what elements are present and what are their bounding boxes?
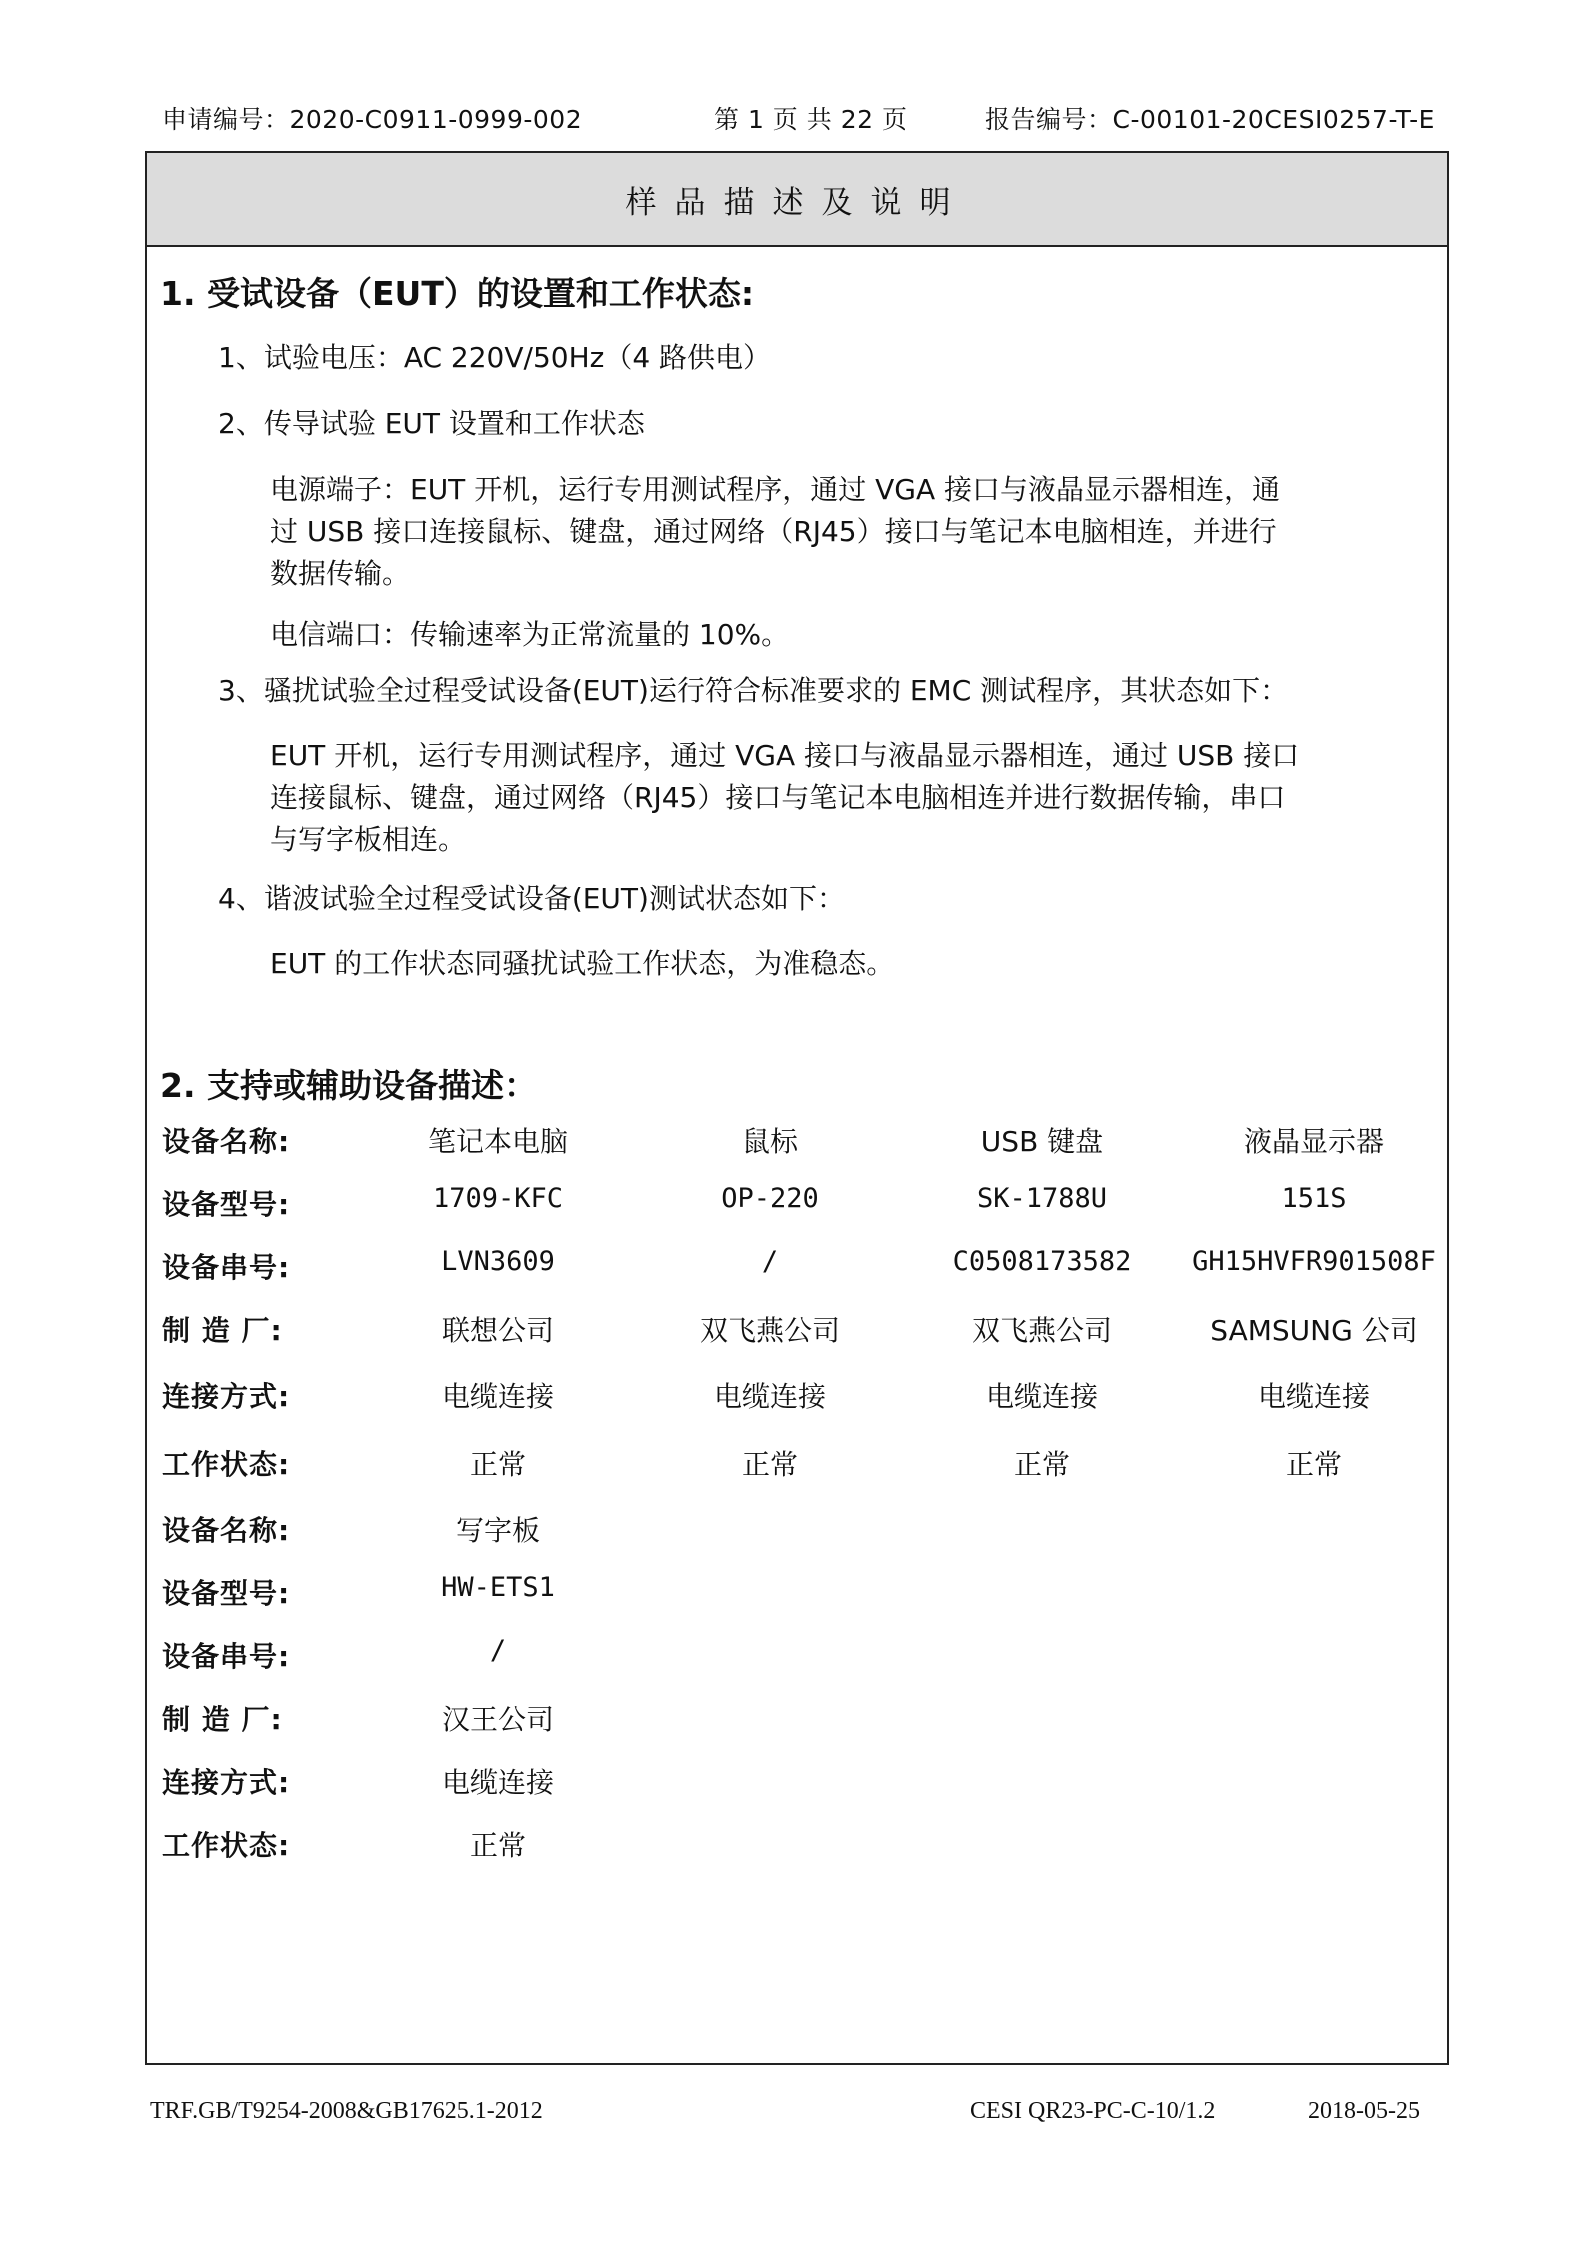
item-3-disturbance: 3、骚扰试验全过程受试设备(EUT)运行符合标准要求的 EMC 测试程序，其状态如下： xyxy=(218,674,1289,707)
section-1-heading: 1. 受试设备（EUT）的设置和工作状态: xyxy=(160,274,755,313)
g2-connection: 电缆连接 xyxy=(441,1766,554,1799)
g2-model: HW-ETS1 xyxy=(441,1572,555,1603)
item-4-text: EUT 的工作状态同骚扰试验工作状态，为准稳态。 xyxy=(270,947,895,980)
g1-serial-2: / xyxy=(761,1246,779,1277)
power-port-line-1: 电源端子：EUT 开机，运行专用测试程序，通过 VGA 接口与液晶显示器相连，通 xyxy=(270,473,1280,506)
label-connection: 连接方式: xyxy=(162,1380,291,1413)
g1-model-1: 1709-KFC xyxy=(432,1183,564,1214)
item-3-line-3: 与写字板相连。 xyxy=(270,823,467,856)
label-status: 工作状态: xyxy=(162,1448,291,1481)
label-device-model-2: 设备型号: xyxy=(162,1577,291,1610)
g1-model-2: OP-220 xyxy=(721,1183,819,1214)
label-device-serial: 设备串号: xyxy=(162,1251,291,1284)
item-3-line-1: EUT 开机，运行专用测试程序，通过 VGA 接口与液晶显示器相连，通过 USB 接口 xyxy=(270,739,1300,772)
g1-connection-2: 电缆连接 xyxy=(713,1380,826,1413)
g2-status: 正常 xyxy=(469,1829,526,1862)
page-title: 样品描述及说明 xyxy=(147,153,1447,247)
footer-date: 2018-05-25 xyxy=(1308,2098,1420,2124)
g1-connection-3: 电缆连接 xyxy=(985,1380,1098,1413)
g1-model-4: 151S xyxy=(1281,1183,1347,1214)
g1-connection-4: 电缆连接 xyxy=(1257,1380,1370,1413)
g1-serial-4: GH15HVFR901508F xyxy=(1192,1246,1436,1277)
label-device-name-2: 设备名称: xyxy=(162,1514,291,1547)
footer-standard: TRF.GB/T9254-2008&GB17625.1-2012 xyxy=(150,2098,543,2124)
g1-name-4: 液晶显示器 xyxy=(1243,1125,1384,1158)
footer-form-code: CESI QR23-PC-C-10/1.2 xyxy=(970,2098,1216,2124)
g1-maker-2: 双飞燕公司 xyxy=(699,1314,840,1347)
label-manufacturer: 制 造 厂: xyxy=(162,1314,283,1347)
section-2-heading: 2. 支持或辅助设备描述： xyxy=(160,1066,537,1105)
telecom-port-text: 电信端口：传输速率为正常流量的 10%。 xyxy=(270,618,790,651)
label-manufacturer-2: 制 造 厂: xyxy=(162,1703,283,1736)
power-port-line-3: 数据传输。 xyxy=(270,557,411,590)
label-connection-2: 连接方式: xyxy=(162,1766,291,1799)
power-port-line-2: 过 USB 接口连接鼠标、键盘，通过网络（RJ45）接口与笔记本电脑相连，并进行 xyxy=(270,515,1277,548)
report-number: 报告编号：C-00101-20CESI0257-T-E xyxy=(985,105,1435,134)
g1-model-3: SK-1788U xyxy=(976,1183,1108,1214)
g1-status-4: 正常 xyxy=(1285,1448,1342,1481)
g1-status-3: 正常 xyxy=(1013,1448,1070,1481)
g2-serial: / xyxy=(489,1635,507,1666)
item-1-voltage: 1、试验电压：AC 220V/50Hz（4 路供电） xyxy=(218,341,772,374)
item-2-conducted: 2、传导试验 EUT 设置和工作状态 xyxy=(218,407,645,440)
item-4-harmonics: 4、谐波试验全过程受试设备(EUT)测试状态如下： xyxy=(218,882,845,915)
label-status-2: 工作状态: xyxy=(162,1829,291,1862)
g1-status-2: 正常 xyxy=(741,1448,798,1481)
label-device-name: 设备名称: xyxy=(162,1125,291,1158)
g1-name-3: USB 键盘 xyxy=(980,1125,1104,1158)
g1-status-1: 正常 xyxy=(469,1448,526,1481)
g2-name: 写字板 xyxy=(455,1514,540,1547)
g1-maker-1: 联想公司 xyxy=(441,1314,554,1347)
g1-connection-1: 电缆连接 xyxy=(441,1380,554,1413)
g1-maker-3: 双飞燕公司 xyxy=(971,1314,1112,1347)
application-number: 申请编号：2020-C0911-0999-002 xyxy=(162,105,583,134)
g1-name-2: 鼠标 xyxy=(741,1125,798,1158)
g1-maker-4: SAMSUNG 公司 xyxy=(1210,1314,1418,1347)
g1-name-1: 笔记本电脑 xyxy=(427,1125,568,1158)
label-device-model: 设备型号: xyxy=(162,1188,291,1221)
g1-serial-1: LVN3609 xyxy=(441,1246,555,1277)
page-indicator: 第 1 页 共 22 页 xyxy=(714,105,908,134)
g1-serial-3: C0508173582 xyxy=(952,1246,1132,1277)
g2-maker: 汉王公司 xyxy=(441,1703,554,1736)
label-device-serial-2: 设备串号: xyxy=(162,1640,291,1673)
item-3-line-2: 连接鼠标、键盘，通过网络（RJ45）接口与笔记本电脑相连并进行数据传输，串口 xyxy=(270,781,1286,814)
